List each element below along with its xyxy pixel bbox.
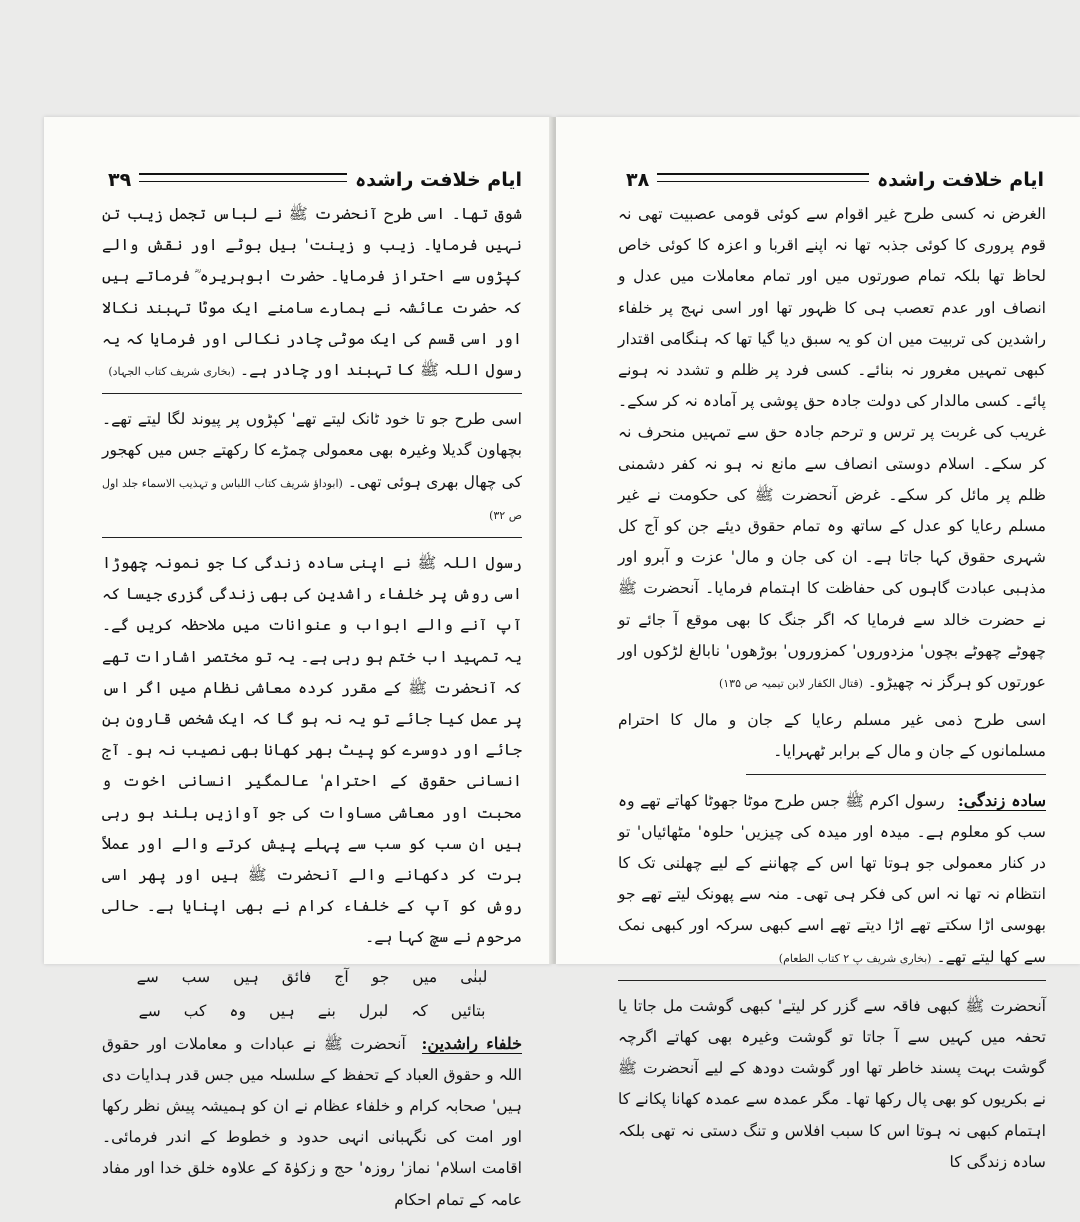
page-header — [108, 157, 522, 191]
divider — [102, 393, 522, 394]
section-heading: خلفاء راشدین: — [421, 1033, 522, 1053]
paragraph — [102, 199, 522, 387]
running-title: ایام خلافت راشدہ — [877, 169, 1044, 191]
citation: (بخاری شریف پ ۲ کتاب الطعام) — [778, 951, 932, 965]
verse-line: بتائیں کہ لبرل بنے ہیں وہ کب سے — [138, 1001, 486, 1020]
paragraph-text: اسی طرح جو تا خود ٹانک لیتے تھے' کپڑوں پر پیوند لگا لیتے تھے۔ بچھاون گدیلا وغیرہ بھی معمولی چمڑے کا رکھتے جس میں کھجور کی چھال بھری ہوئی تھی۔ — [102, 410, 523, 491]
page-number: ۳۹ — [108, 169, 132, 191]
paragraph: آنحضرت ﷺ کبھی فاقہ سے گزر کر لیتے' کبھی گوشت مل جاتا یا تحفہ میں کہیں سے آ جاتا تو گوشت وغیرہ بھی کھاتے اگرچہ گوشت بہت پسند خاطر تھا اور گوشت دودھ کے لیے آنحضرت ﷺ نے بکریوں کو بھی پال رکھا تھا۔ مگر عمدہ سے عمدہ کھانا پکانے کا اہتمام کبھی نہ ہوتا اس کا سبب افلاس و تنگ دستی نہ تھی بلکہ سادہ زندگی کا — [618, 996, 1046, 1171]
left-page-body — [102, 199, 522, 1222]
paragraph — [618, 199, 1046, 699]
divider — [618, 980, 1046, 981]
divider — [102, 537, 522, 538]
citation: (ابوداؤ شریف کتاب اللباس و تہذیب الاسماء جلد اول ص ۳۲) — [102, 476, 522, 522]
left-page — [44, 117, 552, 1209]
header-rule — [139, 173, 347, 182]
page-number: ۳۸ — [626, 169, 650, 191]
section-heading: سادہ زندگی: — [957, 790, 1046, 810]
citation: (قتال الکفار لابن تیمیہ ص ۱۳۵) — [718, 677, 863, 691]
divider — [746, 774, 1046, 775]
right-page — [556, 117, 1080, 1171]
citation: (بخاری شریف کتاب الجہاد) — [108, 365, 236, 379]
page-header — [626, 157, 1044, 191]
paragraph-text: الغرض نہ کسی طرح غیر اقوام سے کوئی قومی عصبیت تھی نہ قوم پروری کا کوئی جذبہ تھا نہ اپنے اقربا و اعزہ کا کوئی خاص لحاظ تھا بلکہ تمام صورتوں میں اور تمام معاملات میں عدل و انصاف اور عدم تعصب ہی کا ظہور تھا اور اسی نہج پر خلفاء راشدین کی تربیت میں ان کو یہ سبق دیا گیا تھا کہ ہنگامی اقتدار کبھی تمہیں مغرور نہ بنائے۔ کسی فرد پر ظلم و تشدد نہ ہونے پائے۔ کسی مالدار کی دولت جادہ حق پوشی پر آمادہ نہ کر سکے۔ غریب کی غربت پر ترس و ترحم جادہ حق سے تمہیں منحرف نہ کر سکے۔ اسلام دوستی انصاف سے مانع نہ ہو نہ کفر دشمنی ظلم پر مائل کر سکے۔ غرض آنحضرت ﷺ کی حکومت نے غیر مسلم رعایا کو عدل کے ساتھ وہ تمام حقوق دیئے جن کو آج کل شہری حقوق کہا جاتا ہے۔ ان کی جان و مال' عزت و آبرو اور مذہبی عبادت گاہوں کی حفاظت کا اہتمام فرمایا۔ آنحضرت ﷺ نے حضرت خالد سے فرمایا کہ اگر جنگ کا بھی موقع آ جائے تو چھوٹے چھوٹے بچوں' مزدوروں' کمزوروں' بوڑھوں' نابالغ لڑکوں اور عورتوں کو ہرگز نہ چھیڑو۔ — [618, 205, 1046, 692]
paragraph — [102, 1028, 522, 1216]
paragraph-text: آنحضرت ﷺ نے عبادات و معاملات اور حقوق اللہ و حقوق العباد کے تحفظ کے سلسلہ میں جس قدر ہدایات دی ہیں' صحابہ کرام و خلفاء عظام نے ان کو ہمیشہ پیش نظر رکھا اور امت کی نگہبانی انہی حدود و خطوط کے اندر فرمائی۔ اقامت اسلام' نماز' روزہ' حج و زکوٰۃ کے علاوہ خلق خدا اور مفاد عامہ کے تمام احکام — [102, 1034, 522, 1209]
header-rule — [657, 173, 869, 182]
paragraph-text: شوق تھا۔ اسی طرح آنحضرت ﷺ نے لباس تجمل زیب تن نہیں فرمایا۔ زیب و زینت' بیل بوٹے اور نقش والے کپڑوں سے احتراز فرمایا۔ حضرت ابوہریرہ ؓ فرماتے ہیں کہ حضرت عائشہ نے ہمارے سامنے ایک موٹا تہبند نکالا اور اسی قسم کی ایک موٹی چادر نکالی اور فرمایا کہ یہ رسول اللہ ﷺ کا تہبند اور چادر ہے۔ — [102, 205, 522, 380]
paragraph — [618, 785, 1046, 974]
running-title: ایام خلافت راشدہ — [355, 169, 522, 191]
paragraph: رسول اللہ ﷺ نے اپنی سادہ زندگی کا جو نمونہ چھوڑا اسی روش پر خلفاء راشدین کی بھی زندگی گزری جیسا کہ آپ آنے والے ابواب و عنوانات میں ملاحظہ کریں گے۔ یہ تمہید اب ختم ہو رہی ہے۔ یہ تو مختصر اشارات تھے کہ آنحضرت ﷺ کے مقرر کردہ معاشی نظام میں اگر اس پر عمل کیا جائے تو یہ نہ ہو گا کہ ایک شخص قارون بن جائے اور دوسرے کو پیٹ بھر کھانا بھی نصیب نہ ہو۔ آج انسانی حقوق کے احترام' عالمگیر انسانی اخوت و محبت اور معاشی مساوات کی جو آوازیں بلند ہو رہی ہیں ان سب کو سب سے پہلے پیش کرتے والے اور عملاً برت کر دکھانے والے آنحضرت ﷺ ہیں اور پھر اسی روش کو آپ کے خلفاء کرام نے بھی اپنایا ہے۔ حالی مرحوم نے سچ کہا ہے۔ — [101, 554, 522, 947]
paragraph: اسی طرح ذمی غیر مسلم رعایا کے جان و مال کا احترام مسلمانوں کے جان و مال کے برابر ٹھہرایا۔ — [618, 711, 1046, 761]
book-spread — [44, 117, 1080, 1209]
right-page-body — [618, 199, 1046, 1184]
paragraph-text: رسول اکرم ﷺ جس طرح موٹا جھوٹا کھاتے تھے وہ سب کو معلوم ہے۔ میدہ اور میدہ کی چیزیں' حلوہ' مٹھائیاں' تو در کنار معمولی جو ہوتا تھا اس کے چھاننے کے لیے چھلنی تک کا انتظام نہ تھا نہ اس کی فکر ہی تھی۔ منہ سے پھونک لیتے تھے جو بھوسی اڑا سکتے تھے اڑا دیتے تھے اسے کبھی سرکہ اور کبھی نمک سے کھا لیتے تھے۔ — [618, 791, 1046, 966]
paragraph — [102, 404, 522, 531]
verse-line: لبنٰی میں جو آج فائق ہیں سب سے — [136, 967, 488, 986]
